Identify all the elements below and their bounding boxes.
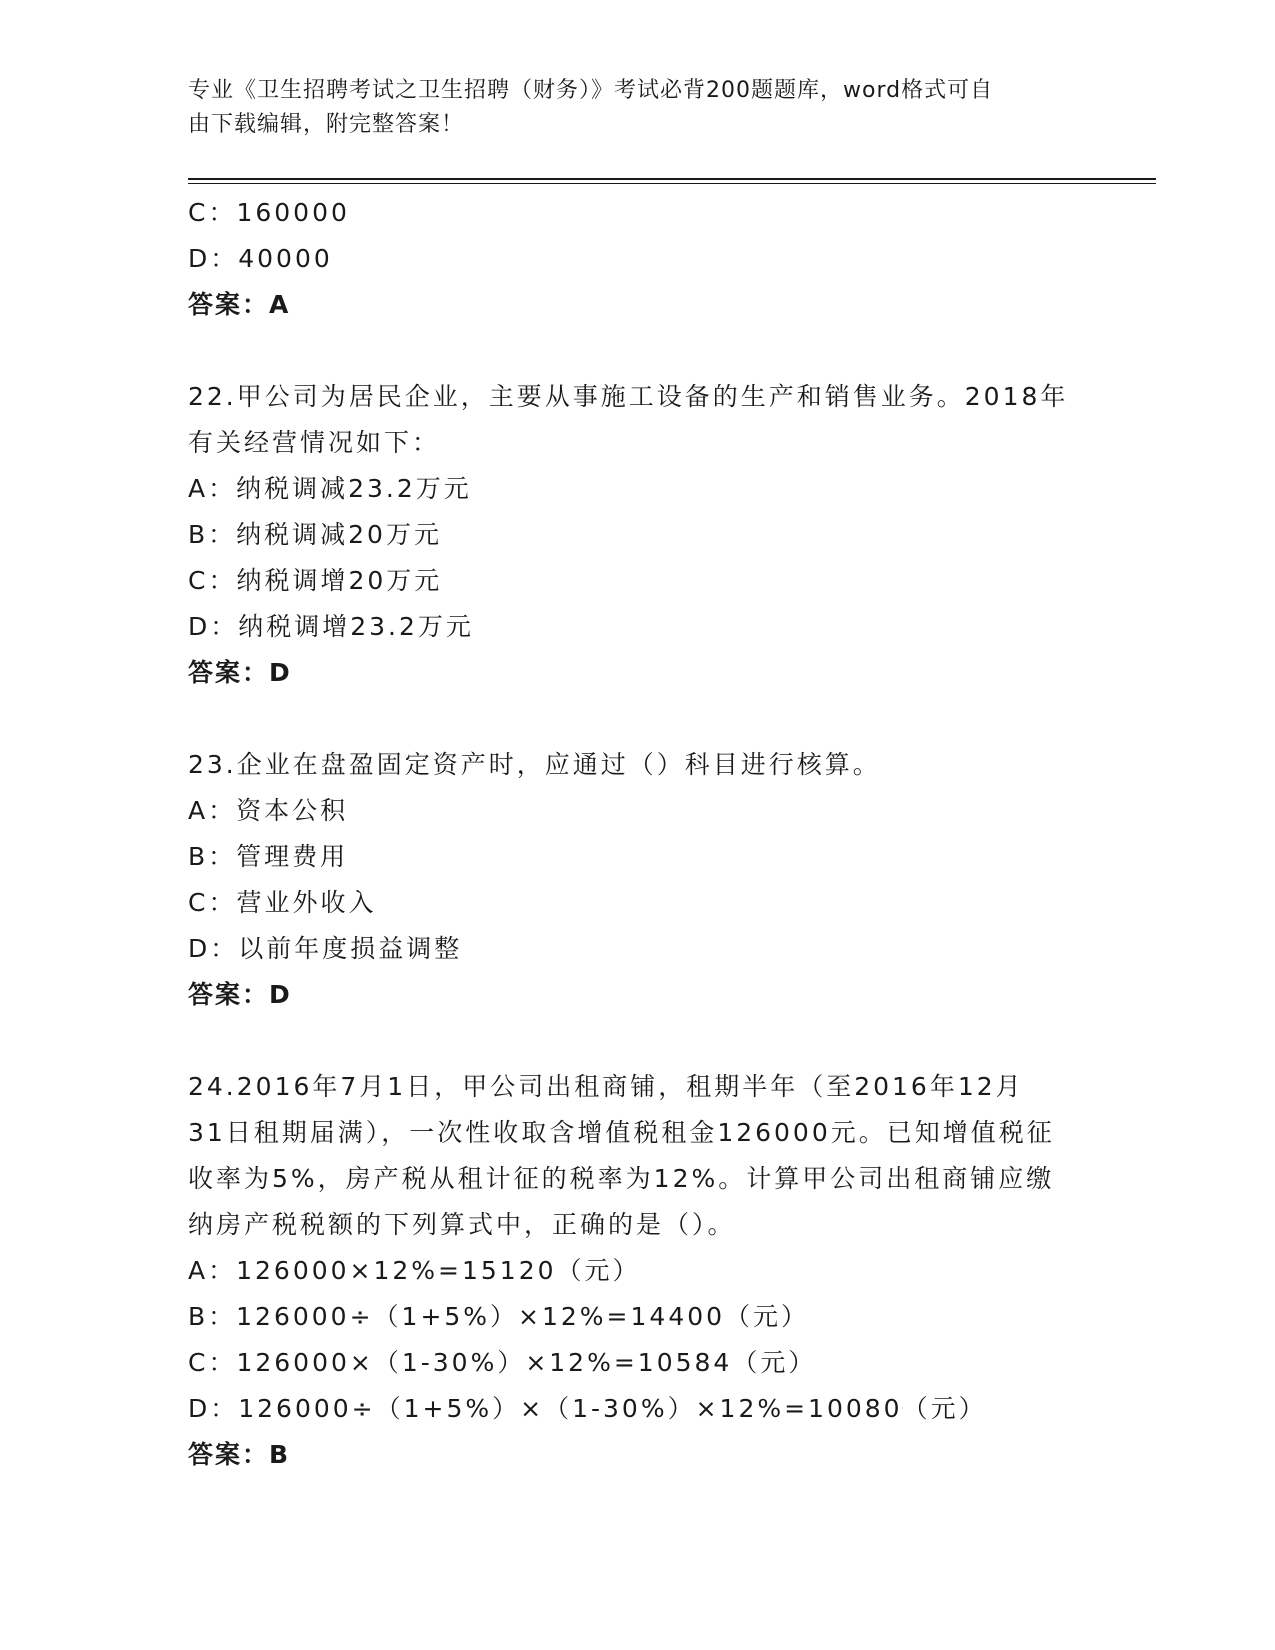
option-c: C：营业外收入 [188,888,377,917]
question-24 [188,1064,1108,1478]
question-21-tail [188,190,1108,328]
option-d: D：以前年度损益调整 [188,934,463,963]
option-b: B：126000÷（1+5%）×12%=14400（元） [188,1302,810,1331]
spacer [188,696,1108,742]
answer-line: 答案：D [188,980,292,1009]
question-stem: 31日租期届满），一次性收取含增值税租金126000元。已知增值税征 [188,1118,1055,1147]
option-c: C：126000×（1-30%）×12%=10584（元） [188,1348,817,1377]
question-23 [188,742,1108,1018]
page-header [188,74,1088,142]
spacer [188,328,1108,374]
answer-line: 答案：A [188,290,291,319]
option-c: C：纳税调增20万元 [188,566,443,595]
question-stem: 24.2016年7月1日，甲公司出租商铺，租期半年（至2016年12月 [188,1072,1024,1101]
header-title-line-1: 专业《卫生招聘考试之卫生招聘（财务）》考试必背200题题库，word格式可自 [188,78,994,103]
question-stem: 22.甲公司为居民企业，主要从事施工设备的生产和销售业务。2018年 [188,382,1069,411]
option-d: D：126000÷（1+5%）×（1-30%）×12%=10080（元） [188,1394,987,1423]
header-title-line-2: 由下载编辑，附完整答案！ [188,112,465,137]
answer-line: 答案：B [188,1440,291,1469]
question-stem: 有关经营情况如下： [188,428,441,457]
option-a: A：资本公积 [188,796,349,825]
option-d: D：纳税调增23.2万元 [188,612,474,641]
question-list [188,190,1108,1478]
answer-line: 答案：D [188,658,292,687]
option-a: A：纳税调减23.2万元 [188,474,472,503]
header-divider-thin [188,183,1156,184]
header-divider-thick [188,178,1156,180]
question-stem: 纳房产税税额的下列算式中，正确的是（）。 [188,1210,736,1239]
question-stem: 收率为5%，房产税从租计征的税率为12%。计算甲公司出租商铺应缴 [188,1164,1055,1193]
option-a: A：126000×12%=15120（元） [188,1256,641,1285]
option-c: C：160000 [188,198,350,227]
option-d: D：40000 [188,244,333,273]
question-stem: 23.企业在盘盈固定资产时，应通过（）科目进行核算。 [188,750,881,779]
spacer [188,1018,1108,1064]
option-b: B：纳税调减20万元 [188,520,442,549]
question-22 [188,374,1108,696]
option-b: B：管理费用 [188,842,349,871]
